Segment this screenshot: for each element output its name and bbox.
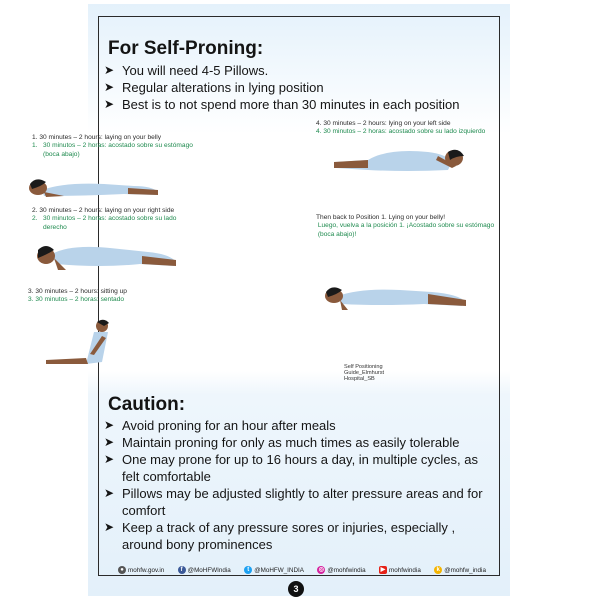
arrow-bullet-icon: ➤ (104, 520, 115, 534)
facebook-icon: f (178, 566, 186, 574)
lying-on-belly-figure-1 (24, 170, 164, 200)
facebook-link[interactable]: f @MoHFWIndia (178, 566, 231, 574)
self-proning-title: For Self-Proning: (108, 38, 264, 59)
self-proning-list (104, 62, 500, 113)
instagram-icon: ◎ (318, 567, 324, 573)
step-5-text: Then back to Position 1. Lying on your belly! Luego, vuelva a la posición 1. ¡Acostado sobre su estómago (boca abajo)! (316, 214, 495, 238)
globe-icon: ● (118, 566, 126, 574)
website-link[interactable]: ● mohfw.gov.in (118, 566, 164, 574)
youtube-icon: ▶ (380, 567, 386, 573)
twitter-icon: t (244, 566, 252, 574)
arrow-bullet-icon: ➤ (104, 486, 115, 500)
arrow-bullet-icon: ➤ (104, 435, 115, 449)
arrow-bullet-icon: ➤ (104, 80, 115, 94)
step-1-text: 1. 30 minutes – 2 hours: laying on your belly 1. 30 minutos – 2 horas: acostado sobre su estómago (boca abajo) (32, 134, 193, 158)
list-item: ➤ Best is to not spend more than 30 minutes in each position (104, 97, 460, 112)
arrow-bullet-icon: ➤ (104, 452, 115, 466)
caution-title: Caution: (108, 394, 186, 415)
koo-icon: k (434, 566, 442, 574)
youtube-link[interactable]: ▶ mohfwindia (380, 566, 421, 574)
arrow-bullet-icon: ➤ (104, 97, 115, 111)
list-item: ➤ Pillows may be adjusted slightly to alter pressure areas and for comfort (104, 486, 483, 518)
lying-on-right-side-figure (30, 238, 180, 272)
list-item: ➤ Regular alterations in lying position (104, 80, 324, 95)
arrow-bullet-icon: ➤ (104, 63, 115, 77)
step-2-text: 2. 30 minutes – 2 hours: laying on your right side 2. 30 minutos – 2 horas: acostado sobre su lado derecho (32, 207, 177, 231)
self-positioning-guide (12, 112, 495, 384)
lying-on-left-side-figure (328, 142, 468, 176)
twitter-link[interactable]: t @MoHFW_INDIA (244, 566, 304, 574)
list-item: ➤ Avoid proning for an hour after meals (104, 418, 336, 433)
footer-social-bar (112, 563, 492, 577)
sitting-up-figure (42, 318, 132, 368)
list-item: ➤ Keep a track of any pressure sores or injuries, especially , around bony prominences (104, 520, 456, 552)
step-3-text: 3. 30 minutes – 2 hours: sitting up 3. 30 minutos – 2 horas: sentado (28, 288, 127, 304)
list-item: ➤ Maintain proning for only as much times as easily tolerable (104, 435, 460, 450)
page-number: 3 (288, 581, 304, 597)
step-4-text: 4. 30 minutes – 2 hours: lying on your left side 4. 30 minutos – 2 horas: acostado sobre su lado izquierdo (316, 120, 486, 136)
instagram-link[interactable]: ◎ @mohfwindia (318, 566, 366, 574)
koo-link[interactable]: k @mohfw_india (434, 566, 486, 574)
lying-on-belly-figure-2 (320, 280, 470, 314)
caution-list (104, 417, 488, 553)
guide-credit: Self Positioning Guide_Elmhurst Hospital_SB (344, 364, 385, 382)
arrow-bullet-icon: ➤ (104, 418, 115, 432)
list-item: ➤ You will need 4-5 Pillows. (104, 63, 269, 78)
list-item: ➤ One may prone for up to 16 hours a day, in multiple cycles, as felt comfortable (104, 452, 478, 484)
